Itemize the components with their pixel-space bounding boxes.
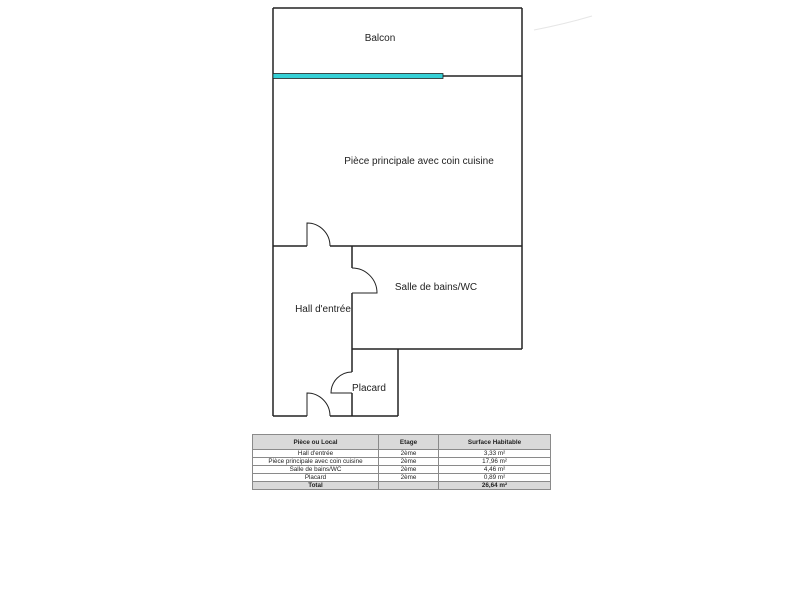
total-floor bbox=[379, 482, 439, 490]
table-row bbox=[253, 458, 551, 466]
door-placard bbox=[331, 372, 352, 393]
label-piece-principale: Pièce principale avec coin cuisine bbox=[344, 156, 494, 167]
cell-area: 17,96 m² bbox=[439, 458, 551, 466]
label-salle-de-bains: Salle de bains/WC bbox=[394, 282, 478, 293]
cell-floor: 2ème bbox=[379, 474, 439, 482]
table-header-row bbox=[253, 435, 551, 450]
window bbox=[273, 74, 443, 79]
total-label: Total bbox=[253, 482, 379, 490]
table-row bbox=[253, 450, 551, 458]
cell-room: Hall d'entrée bbox=[253, 450, 379, 458]
door-bathroom bbox=[352, 268, 377, 293]
area-table bbox=[252, 434, 551, 490]
walls bbox=[273, 8, 522, 416]
label-balcon: Balcon bbox=[364, 33, 396, 44]
cell-area: 3,33 m² bbox=[439, 450, 551, 458]
door-main-room bbox=[307, 223, 330, 246]
total-area: 26,64 m² bbox=[439, 482, 551, 490]
table-total-row bbox=[253, 482, 551, 490]
cell-room: Placard bbox=[253, 474, 379, 482]
cell-floor: 2ème bbox=[379, 466, 439, 474]
cell-area: 0,89 m² bbox=[439, 474, 551, 482]
header-surface: Surface Habitable bbox=[439, 435, 551, 450]
cell-room: Pièce principale avec coin cuisine bbox=[253, 458, 379, 466]
cell-area: 4,46 m² bbox=[439, 466, 551, 474]
label-placard: Placard bbox=[352, 383, 386, 394]
header-piece: Pièce ou Local bbox=[253, 435, 379, 450]
cell-room: Salle de bains/WC bbox=[253, 466, 379, 474]
table-row bbox=[253, 466, 551, 474]
door-entrance bbox=[307, 393, 330, 416]
decorative-arc bbox=[534, 16, 592, 30]
cell-floor: 2ème bbox=[379, 450, 439, 458]
cell-floor: 2ème bbox=[379, 458, 439, 466]
table-row bbox=[253, 474, 551, 482]
header-etage: Etage bbox=[379, 435, 439, 450]
label-hall: Hall d'entrée bbox=[295, 304, 351, 315]
